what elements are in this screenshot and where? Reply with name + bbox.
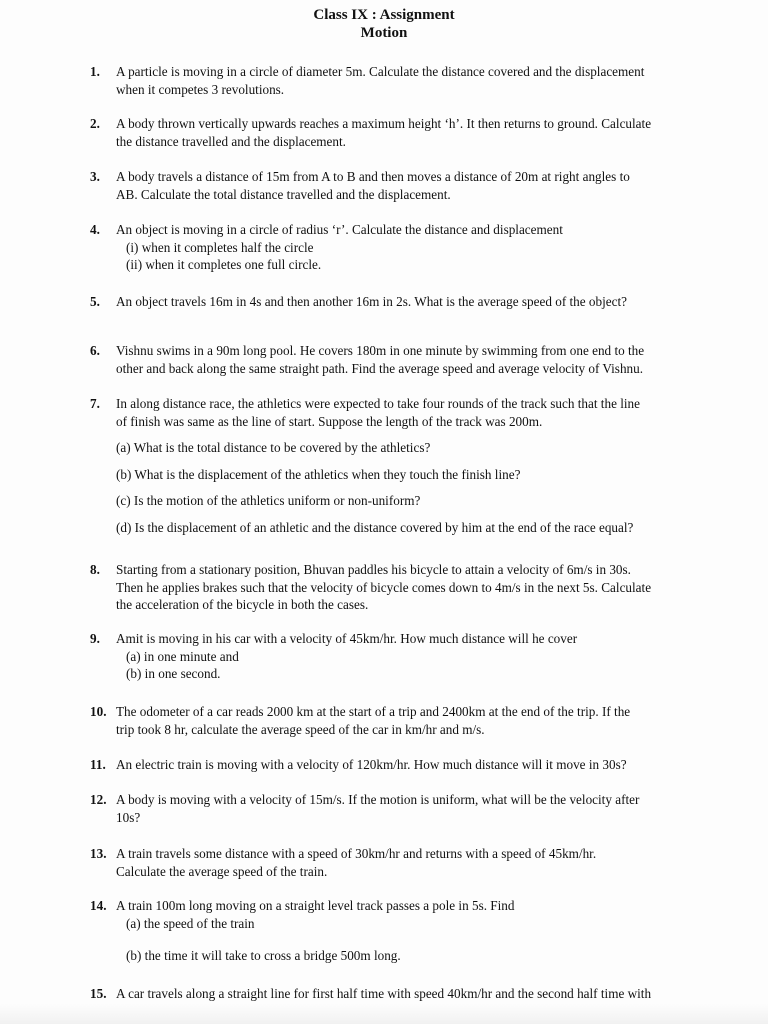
- question-text: [116, 756, 690, 774]
- question-13: [90, 845, 690, 880]
- page-bottom-edge: [0, 1004, 768, 1024]
- question-number: 10.: [90, 704, 107, 719]
- question-12: [90, 791, 690, 826]
- question-number: 2.: [90, 116, 100, 131]
- question-text: [116, 845, 690, 880]
- question-number: 5.: [90, 294, 100, 309]
- question-text: [116, 221, 690, 239]
- question-line: A train travels some distance with a speed of 30km/hr and returns with a speed of 45km/hr.: [116, 846, 597, 861]
- question-number: 14.: [90, 898, 107, 913]
- question-number: 1.: [90, 64, 100, 79]
- question-2: [90, 115, 690, 150]
- document-title: Class IX : Assignment: [313, 7, 455, 23]
- question-line: A train 100m long moving on a straight level track passes a pole in 5s. Find: [116, 898, 515, 913]
- question-number: 9.: [90, 631, 100, 646]
- question-line: 10s?: [116, 809, 141, 825]
- question-text: [116, 342, 690, 377]
- question-line: A body thrown vertically upwards reaches a maximum height ‘h’. It then returns to ground. Calculate: [116, 116, 652, 131]
- question-number: 3.: [90, 169, 100, 184]
- question-line: A body is moving with a velocity of 15m/s. If the motion is uniform, what will be the velocity after: [116, 792, 640, 807]
- question-14: [90, 897, 690, 965]
- question-line: The odometer of a car reads 2000 km at the start of a trip and 2400km at the end of the trip. If the: [116, 704, 631, 719]
- question-line: other and back along the same straight path. Find the average speed and average velocity of Vishnu.: [116, 360, 644, 376]
- question-line: A particle is moving in a circle of diameter 5m. Calculate the distance covered and the displacement: [116, 64, 645, 79]
- question-number: 12.: [90, 792, 107, 807]
- question-number: 13.: [90, 846, 107, 861]
- question-text: [116, 293, 690, 311]
- question-line: Amit is moving in his car with a velocity of 45km/hr. How much distance will he cover: [116, 631, 578, 646]
- document-subtitle: Motion: [360, 25, 408, 41]
- question-line: the acceleration of the bicycle in both the cases.: [116, 597, 369, 612]
- question-line: trip took 8 hr, calculate the average speed of the car in km/hr and m/s.: [116, 721, 485, 737]
- question-line: A car travels along a straight line for first half time with speed 40km/hr and the second half time with: [116, 986, 652, 1001]
- sub-question: (c) Is the motion of the athletics uniform or non-uniform?: [116, 493, 421, 508]
- question-line: of finish was same as the line of start. Suppose the length of the track was 200m.: [116, 413, 543, 429]
- question-text: [116, 561, 690, 614]
- sub-question: (ii) when it completes one full circle.: [126, 257, 322, 272]
- question-line: An object is moving in a circle of radius ‘r’. Calculate the distance and displacement: [116, 222, 563, 237]
- question-number: 8.: [90, 562, 100, 577]
- sub-question: (d) Is the displacement of an athletic and the distance covered by him at the end of the race equal?: [116, 519, 634, 535]
- question-text: [116, 168, 690, 203]
- question-text: [116, 897, 690, 915]
- question-5: [90, 293, 690, 311]
- question-text: [116, 630, 690, 648]
- question-line: AB. Calculate the total distance travelled and the displacement.: [116, 186, 451, 202]
- sub-question: (a) the speed of the train: [126, 915, 255, 931]
- question-15: [90, 985, 690, 1003]
- sub-question: (i) when it completes half the circle: [126, 239, 314, 255]
- sub-question: (a) What is the total distance to be covered by the athletics?: [116, 440, 431, 455]
- question-line: the distance travelled and the displacement.: [116, 133, 346, 149]
- question-7: [90, 395, 690, 536]
- question-text: [116, 703, 690, 738]
- question-line: An object travels 16m in 4s and then another 16m in 2s. What is the average speed of the object?: [116, 294, 627, 309]
- sub-question: (b) the time it will take to cross a bridge 500m long.: [126, 948, 401, 963]
- question-10: [90, 703, 690, 738]
- sub-question: (b) in one second.: [126, 666, 221, 681]
- question-number: 11.: [90, 757, 106, 772]
- question-8: [90, 561, 690, 614]
- question-line: when it competes 3 revolutions.: [116, 81, 285, 97]
- question-line: Starting from a stationary position, Bhuvan paddles his bicycle to attain a velocity of 6m/s in 30s.: [116, 562, 631, 577]
- question-line: An electric train is moving with a velocity of 120km/hr. How much distance will it move in 30s?: [116, 757, 627, 772]
- question-number: 15.: [90, 986, 107, 1001]
- question-number: 4.: [90, 222, 100, 237]
- question-number: 6.: [90, 343, 100, 358]
- question-1: [90, 63, 690, 98]
- question-text: [116, 791, 690, 826]
- question-text: [116, 395, 690, 430]
- question-line: Calculate the average speed of the train.: [116, 863, 328, 879]
- question-9: [90, 630, 690, 683]
- question-line: In along distance race, the athletics were expected to take four rounds of the track such that the line: [116, 396, 640, 411]
- question-line: Vishnu swims in a 90m long pool. He covers 180m in one minute by swimming from one end to the: [116, 343, 645, 358]
- question-text: [116, 115, 690, 150]
- question-line: A body travels a distance of 15m from A to B and then moves a distance of 20m at right angles to: [116, 169, 630, 184]
- question-4: [90, 221, 690, 274]
- question-text: [116, 63, 690, 98]
- question-11: [90, 756, 690, 774]
- sub-question: (a) in one minute and: [126, 648, 239, 664]
- question-number: 7.: [90, 396, 100, 411]
- question-line: Then he applies brakes such that the velocity of bicycle comes down to 4m/s in the next 5s. Calculate: [116, 579, 652, 595]
- sub-question: (b) What is the displacement of the athletics when they touch the finish line?: [116, 466, 521, 482]
- question-text: [116, 985, 690, 1003]
- question-6: [90, 342, 690, 377]
- question-3: [90, 168, 690, 203]
